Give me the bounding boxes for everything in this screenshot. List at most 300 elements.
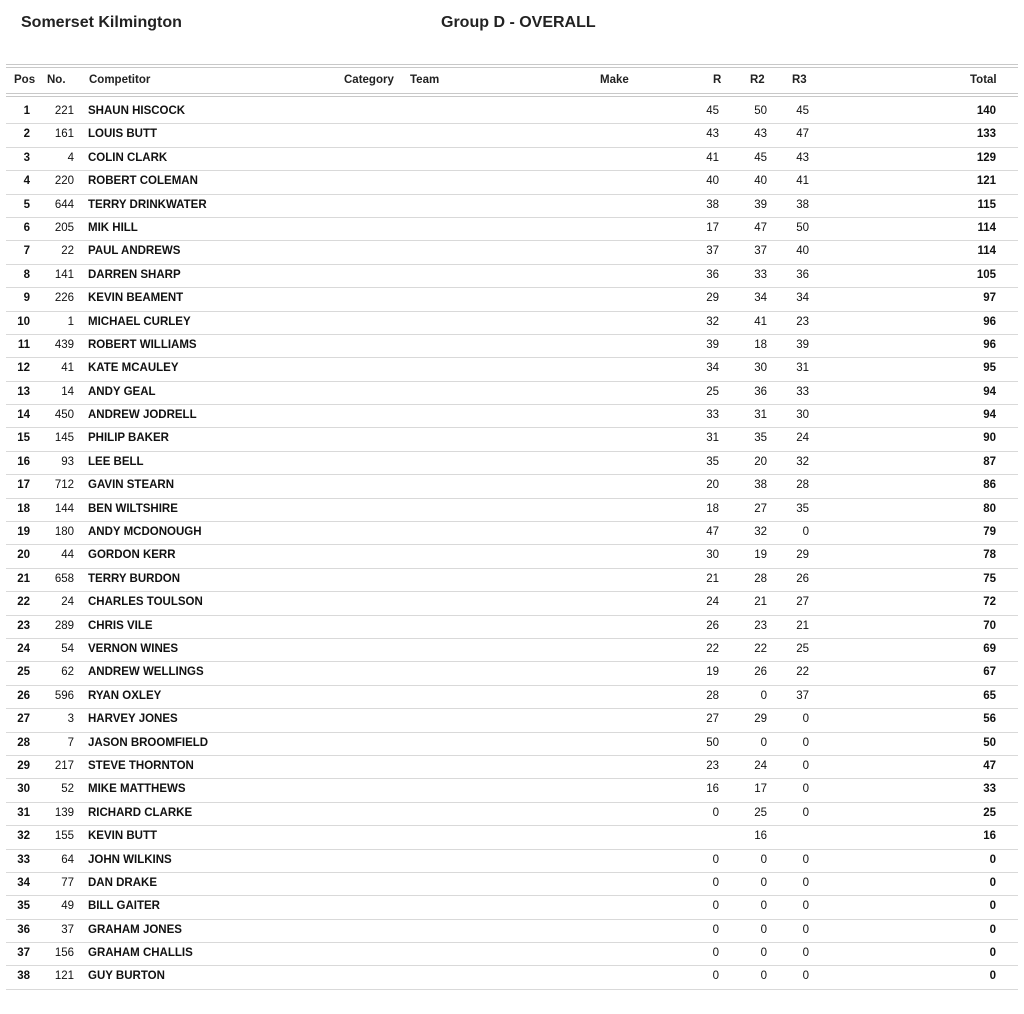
cell-round-r3: 23: [796, 315, 809, 328]
cell-round-r: 16: [706, 783, 719, 796]
cell-number: 289: [54, 619, 74, 632]
cell-position: 31: [17, 806, 30, 819]
cell-round-r2: 27: [754, 502, 767, 515]
cell-competitor: JOHN WILKINS: [88, 853, 172, 866]
cell-round-r2: 38: [754, 479, 767, 492]
cell-competitor: KEVIN BEAMENT: [88, 292, 184, 305]
cell-total: 105: [976, 268, 996, 281]
cell-round-r2: 0: [760, 970, 767, 983]
cell-number: 221: [54, 105, 74, 117]
table-row: [6, 850, 1018, 873]
header-top-rule: [6, 64, 1018, 65]
cell-number: 22: [61, 245, 74, 258]
table-row: [6, 265, 1018, 288]
col-header-competitor: Competitor: [89, 74, 151, 86]
table-row: [6, 709, 1018, 732]
cell-position: 10: [17, 315, 30, 328]
cell-total: 0: [989, 900, 996, 913]
cell-round-r3: 22: [796, 666, 809, 679]
cell-number: 44: [61, 549, 74, 562]
cell-total: 67: [983, 666, 996, 679]
cell-competitor: PAUL ANDREWS: [88, 245, 181, 258]
cell-round-r3: 45: [796, 105, 809, 117]
col-header-r2: R2: [750, 74, 765, 86]
cell-position: 1: [23, 105, 30, 117]
cell-total: 0: [989, 923, 996, 936]
cell-round-r3: 0: [802, 759, 809, 772]
cell-round-r3: 21: [796, 619, 809, 632]
cell-round-r3: 25: [796, 642, 809, 655]
cell-position: 7: [23, 245, 30, 258]
cell-number: 49: [61, 900, 74, 913]
cell-position: 26: [17, 689, 30, 702]
table-row: [6, 288, 1018, 311]
cell-position: 12: [17, 362, 30, 375]
cell-number: 144: [54, 502, 74, 515]
cell-round-r2: 25: [754, 806, 767, 819]
cell-round-r: 30: [706, 549, 719, 562]
cell-competitor: ANDY GEAL: [88, 385, 156, 398]
cell-total: 86: [983, 479, 996, 492]
cell-total: 0: [989, 876, 996, 889]
cell-round-r2: 26: [754, 666, 767, 679]
cell-competitor: MICHAEL CURLEY: [88, 315, 191, 328]
page-title: Group D - OVERALL: [441, 14, 596, 31]
cell-round-r2: 35: [754, 432, 767, 445]
cell-competitor: STEVE THORNTON: [88, 759, 194, 772]
table-row: [6, 896, 1018, 919]
cell-total: 94: [983, 409, 996, 422]
col-header-make: Make: [600, 74, 629, 86]
cell-number: 141: [54, 268, 74, 281]
cell-round-r: 18: [706, 502, 719, 515]
cell-position: 3: [23, 151, 30, 164]
cell-competitor: GAVIN STEARN: [88, 479, 175, 492]
cell-round-r2: 18: [754, 338, 767, 351]
cell-position: 18: [17, 502, 30, 515]
cell-round-r2: 22: [754, 642, 767, 655]
cell-number: 156: [54, 947, 74, 960]
cell-position: 6: [23, 221, 30, 234]
cell-position: 5: [23, 198, 30, 211]
cell-round-r2: 0: [760, 900, 767, 913]
cell-number: 658: [54, 572, 74, 585]
cell-total: 33: [983, 783, 996, 796]
cell-position: 22: [17, 596, 30, 609]
cell-round-r2: 34: [754, 292, 767, 305]
cell-round-r: 26: [706, 619, 719, 632]
cell-number: 450: [54, 409, 74, 422]
table-row: [6, 171, 1018, 194]
cell-position: 36: [17, 923, 30, 936]
table-row: [6, 522, 1018, 545]
header-top-rule-2: [6, 67, 1018, 68]
cell-competitor: GRAHAM JONES: [88, 923, 182, 936]
cell-number: 644: [54, 198, 74, 211]
table-row: [6, 101, 1018, 124]
cell-number: 24: [61, 596, 74, 609]
cell-number: 155: [54, 830, 74, 843]
table-row: [6, 195, 1018, 218]
cell-round-r3: 0: [802, 713, 809, 726]
cell-round-r2: 50: [754, 105, 767, 117]
cell-round-r2: 0: [760, 736, 767, 749]
cell-round-r3: 0: [802, 947, 809, 960]
table-row: [6, 756, 1018, 779]
cell-number: 54: [61, 642, 74, 655]
header-bottom-rule-2: [6, 96, 1018, 97]
cell-number: 205: [54, 221, 74, 234]
venue-name: Somerset Kilmington: [21, 14, 182, 31]
table-row: [6, 335, 1018, 358]
cell-round-r2: 39: [754, 198, 767, 211]
table-row: [6, 218, 1018, 241]
cell-number: 3: [67, 713, 74, 726]
cell-competitor: TERRY BURDON: [88, 572, 181, 585]
cell-position: 2: [23, 128, 30, 141]
cell-round-r3: 31: [796, 362, 809, 375]
cell-total: 0: [989, 970, 996, 983]
cell-round-r3: 35: [796, 502, 809, 515]
cell-round-r: 37: [706, 245, 719, 258]
table-row: [6, 545, 1018, 568]
cell-round-r3: 43: [796, 151, 809, 164]
cell-position: 16: [17, 455, 30, 468]
col-header-category: Category: [344, 74, 394, 86]
cell-round-r3: 24: [796, 432, 809, 445]
cell-round-r2: 31: [754, 409, 767, 422]
cell-round-r2: 37: [754, 245, 767, 258]
table-row: [6, 733, 1018, 756]
cell-competitor: ROBERT WILLIAMS: [88, 338, 197, 351]
cell-total: 96: [983, 338, 996, 351]
cell-position: 24: [17, 642, 30, 655]
cell-round-r: 31: [706, 432, 719, 445]
table-row: [6, 405, 1018, 428]
cell-number: 139: [54, 806, 74, 819]
table-row: [6, 920, 1018, 943]
table-row: [6, 475, 1018, 498]
cell-competitor: CHARLES TOULSON: [88, 596, 203, 609]
cell-round-r: 29: [706, 292, 719, 305]
cell-competitor: KEVIN BUTT: [88, 830, 157, 843]
table-row: [6, 943, 1018, 966]
cell-round-r: 40: [706, 175, 719, 188]
cell-round-r2: 17: [754, 783, 767, 796]
cell-total: 56: [983, 713, 996, 726]
cell-round-r2: 0: [760, 689, 767, 702]
cell-round-r: 34: [706, 362, 719, 375]
cell-position: 19: [17, 526, 30, 539]
cell-number: 439: [54, 338, 74, 351]
cell-position: 32: [17, 830, 30, 843]
table-row: [6, 452, 1018, 475]
cell-number: 180: [54, 526, 74, 539]
cell-total: 87: [983, 455, 996, 468]
cell-position: 34: [17, 876, 30, 889]
cell-number: 37: [61, 923, 74, 936]
cell-competitor: GUY BURTON: [88, 970, 165, 983]
cell-total: 75: [983, 572, 996, 585]
table-row: [6, 966, 1018, 989]
cell-round-r2: 33: [754, 268, 767, 281]
cell-round-r: 23: [706, 759, 719, 772]
cell-competitor: RICHARD CLARKE: [88, 806, 193, 819]
cell-position: 25: [17, 666, 30, 679]
cell-competitor: ANDREW JODRELL: [88, 409, 197, 422]
cell-number: 64: [61, 853, 74, 866]
cell-round-r3: 39: [796, 338, 809, 351]
cell-competitor: DARREN SHARP: [88, 268, 181, 281]
cell-round-r: 0: [712, 876, 719, 889]
cell-round-r3: 0: [802, 806, 809, 819]
cell-round-r: 28: [706, 689, 719, 702]
cell-number: 220: [54, 175, 74, 188]
cell-round-r2: 36: [754, 385, 767, 398]
cell-competitor: COLIN CLARK: [88, 151, 168, 164]
cell-total: 90: [983, 432, 996, 445]
cell-number: 93: [61, 455, 74, 468]
cell-number: 712: [54, 479, 74, 492]
cell-round-r3: 33: [796, 385, 809, 398]
table-row: [6, 826, 1018, 849]
cell-competitor: MIK HILL: [88, 221, 138, 234]
cell-position: 27: [17, 713, 30, 726]
cell-position: 37: [17, 947, 30, 960]
cell-round-r: 41: [706, 151, 719, 164]
cell-total: 69: [983, 642, 996, 655]
cell-round-r2: 0: [760, 876, 767, 889]
cell-round-r2: 19: [754, 549, 767, 562]
col-header-total: Total: [970, 74, 997, 86]
cell-round-r3: 0: [802, 970, 809, 983]
cell-round-r3: 34: [796, 292, 809, 305]
cell-total: 114: [977, 221, 996, 234]
cell-total: 97: [983, 292, 996, 305]
cell-round-r: 0: [712, 806, 719, 819]
cell-round-r: 43: [706, 128, 719, 141]
cell-round-r2: 0: [760, 853, 767, 866]
cell-number: 161: [54, 128, 74, 141]
cell-position: 38: [17, 970, 30, 983]
table-row: [6, 241, 1018, 264]
table-row: [6, 428, 1018, 451]
cell-total: 70: [983, 619, 996, 632]
table-row: [6, 779, 1018, 802]
cell-competitor: KATE MCAULEY: [88, 362, 179, 375]
cell-position: 20: [17, 549, 30, 562]
col-header-team: Team: [410, 74, 440, 86]
cell-round-r: 27: [706, 713, 719, 726]
cell-position: 4: [23, 175, 30, 188]
cell-position: 35: [17, 900, 30, 913]
table-row: [6, 382, 1018, 405]
col-header-pos: Pos: [14, 74, 36, 86]
cell-round-r: 39: [706, 338, 719, 351]
cell-round-r3: 30: [796, 409, 809, 422]
col-header-r: R: [713, 74, 722, 86]
header-bottom-rule: [6, 93, 1018, 94]
cell-round-r2: 47: [754, 221, 767, 234]
cell-number: 52: [61, 783, 74, 796]
cell-competitor: JASON BROOMFIELD: [88, 736, 209, 749]
cell-total: 96: [983, 315, 996, 328]
cell-total: 114: [977, 245, 996, 258]
cell-round-r2: 23: [754, 619, 767, 632]
cell-round-r2: 40: [754, 175, 767, 188]
cell-competitor: GORDON KERR: [88, 549, 176, 562]
cell-competitor: BEN WILTSHIRE: [88, 502, 178, 515]
cell-round-r2: 0: [760, 923, 767, 936]
cell-number: 4: [67, 151, 74, 164]
cell-round-r: 25: [706, 385, 719, 398]
cell-total: 79: [983, 526, 996, 539]
cell-round-r3: 26: [796, 572, 809, 585]
table-row: [6, 662, 1018, 685]
cell-total: 65: [983, 689, 996, 702]
cell-round-r3: 0: [802, 736, 809, 749]
cell-position: 11: [17, 338, 30, 351]
cell-competitor: LOUIS BUTT: [88, 128, 157, 141]
cell-round-r: 36: [706, 268, 719, 281]
table-row: [6, 148, 1018, 171]
cell-round-r: 47: [706, 526, 719, 539]
cell-total: 140: [976, 105, 996, 117]
table-row: [6, 686, 1018, 709]
table-row: [6, 358, 1018, 381]
cell-competitor: DAN DRAKE: [88, 876, 157, 889]
cell-round-r3: 29: [796, 549, 809, 562]
cell-competitor: ANDY MCDONOUGH: [88, 526, 202, 539]
cell-round-r2: 30: [754, 362, 767, 375]
cell-total: 133: [976, 128, 996, 141]
cell-round-r: 24: [706, 596, 719, 609]
cell-number: 596: [54, 689, 74, 702]
cell-round-r3: 0: [802, 783, 809, 796]
cell-competitor: LEE BELL: [88, 455, 144, 468]
cell-round-r2: 29: [754, 713, 767, 726]
cell-round-r3: 0: [802, 853, 809, 866]
cell-round-r3: 38: [796, 198, 809, 211]
cell-position: 29: [17, 759, 30, 772]
cell-competitor: SHAUN HISCOCK: [88, 105, 186, 117]
cell-number: 41: [61, 362, 74, 375]
cell-position: 17: [17, 479, 30, 492]
cell-round-r: 20: [706, 479, 719, 492]
cell-number: 77: [61, 876, 74, 889]
cell-round-r2: 43: [754, 128, 767, 141]
cell-number: 1: [67, 315, 74, 328]
cell-competitor: ANDREW WELLINGS: [88, 666, 204, 679]
cell-competitor: BILL GAITER: [88, 900, 160, 913]
cell-round-r3: 0: [802, 923, 809, 936]
cell-total: 129: [976, 151, 996, 164]
cell-position: 23: [17, 619, 30, 632]
cell-position: 21: [17, 572, 30, 585]
cell-round-r3: 40: [796, 245, 809, 258]
cell-competitor: ROBERT COLEMAN: [88, 175, 198, 188]
table-row: [6, 569, 1018, 592]
cell-round-r3: 41: [796, 175, 809, 188]
cell-position: 14: [17, 409, 30, 422]
cell-round-r3: 47: [796, 128, 809, 141]
cell-number: 62: [61, 666, 74, 679]
cell-round-r2: 24: [754, 759, 767, 772]
cell-round-r2: 32: [754, 526, 767, 539]
table-row: [6, 873, 1018, 896]
table-row: [6, 803, 1018, 826]
cell-total: 78: [983, 549, 996, 562]
cell-round-r2: 28: [754, 572, 767, 585]
cell-round-r3: 50: [796, 221, 809, 234]
cell-total: 0: [989, 853, 996, 866]
cell-total: 72: [983, 596, 996, 609]
cell-round-r: 0: [712, 853, 719, 866]
cell-total: 47: [983, 759, 996, 772]
cell-total: 25: [983, 806, 996, 819]
cell-round-r: 22: [706, 642, 719, 655]
table-row: [6, 499, 1018, 522]
cell-round-r2: 21: [754, 596, 767, 609]
cell-position: 9: [23, 292, 30, 305]
cell-competitor: CHRIS VILE: [88, 619, 153, 632]
cell-round-r: 0: [712, 923, 719, 936]
table-row: [6, 639, 1018, 662]
cell-position: 30: [17, 783, 30, 796]
cell-competitor: GRAHAM CHALLIS: [88, 947, 193, 960]
cell-position: 15: [17, 432, 30, 445]
cell-round-r2: 16: [754, 830, 767, 843]
cell-position: 8: [23, 268, 30, 281]
cell-round-r3: 28: [796, 479, 809, 492]
cell-round-r: 32: [706, 315, 719, 328]
cell-total: 121: [976, 175, 996, 188]
cell-number: 145: [54, 432, 74, 445]
cell-number: 121: [54, 970, 74, 983]
cell-competitor: MIKE MATTHEWS: [88, 783, 186, 796]
cell-total: 95: [983, 362, 996, 375]
cell-position: 13: [17, 385, 30, 398]
col-header-no: No.: [47, 74, 66, 86]
cell-competitor: HARVEY JONES: [88, 713, 178, 726]
cell-total: 94: [983, 385, 996, 398]
cell-competitor: TERRY DRINKWATER: [88, 198, 207, 211]
cell-total: 0: [989, 947, 996, 960]
cell-total: 50: [983, 736, 996, 749]
table-row: [6, 124, 1018, 147]
cell-round-r3: 0: [802, 526, 809, 539]
cell-position: 33: [17, 853, 30, 866]
cell-round-r3: 27: [796, 596, 809, 609]
cell-competitor: VERNON WINES: [88, 642, 179, 655]
cell-round-r: 0: [712, 900, 719, 913]
cell-position: 28: [17, 736, 30, 749]
cell-number: 7: [67, 736, 74, 749]
cell-round-r: 0: [712, 970, 719, 983]
cell-round-r3: 0: [802, 876, 809, 889]
cell-round-r: 0: [712, 947, 719, 960]
cell-total: 115: [977, 198, 996, 211]
cell-round-r: 21: [706, 572, 719, 585]
cell-round-r3: 0: [802, 900, 809, 913]
cell-round-r2: 0: [760, 947, 767, 960]
cell-round-r: 35: [706, 455, 719, 468]
results-table: [6, 101, 1018, 990]
cell-competitor: RYAN OXLEY: [88, 689, 162, 702]
cell-competitor: PHILIP BAKER: [88, 432, 169, 445]
col-header-r3: R3: [792, 74, 807, 86]
cell-round-r: 38: [706, 198, 719, 211]
